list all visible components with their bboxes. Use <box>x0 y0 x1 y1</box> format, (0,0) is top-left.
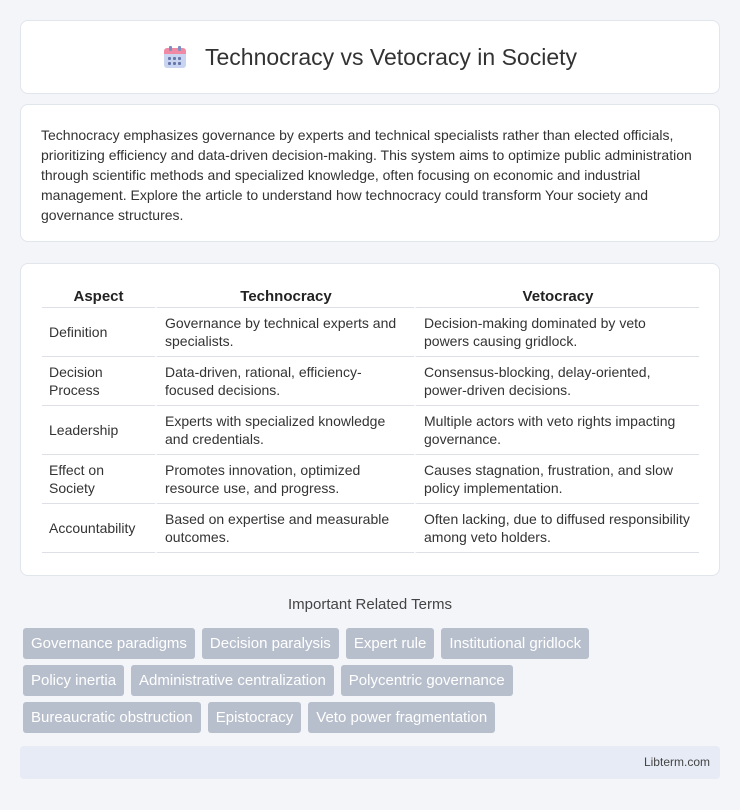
row-aspect: Effect on Society <box>42 455 155 504</box>
related-terms-title: Important Related Terms <box>288 596 452 613</box>
column-header-vetocracy: Vetocracy <box>414 284 699 308</box>
row-vetocracy: Multiple actors with veto rights impacting governance. <box>414 406 699 455</box>
header-card <box>20 20 720 94</box>
related-terms-row <box>23 702 723 733</box>
row-vetocracy: Consensus-blocking, delay-oriented, power-driven decisions. <box>414 357 699 406</box>
term-tag[interactable]: Decision paralysis <box>202 628 339 659</box>
term-tag[interactable]: Expert rule <box>346 628 435 659</box>
intro-card <box>20 104 720 242</box>
term-tag[interactable]: Administrative centralization <box>131 665 334 696</box>
table-header-row <box>42 284 699 308</box>
column-header-aspect: Aspect <box>42 284 155 308</box>
comparison-table <box>42 284 699 553</box>
row-aspect: Accountability <box>42 504 155 553</box>
row-technocracy: Promotes innovation, optimized resource use, and progress. <box>155 455 414 504</box>
row-vetocracy: Decision-making dominated by veto powers causing gridlock. <box>414 308 699 357</box>
term-tag[interactable]: Epistocracy <box>208 702 302 733</box>
term-tag[interactable]: Policy inertia <box>23 665 124 696</box>
row-technocracy: Data-driven, rational, efficiency-focused decisions. <box>155 357 414 406</box>
table-row <box>42 504 699 553</box>
row-technocracy: Based on expertise and measurable outcomes. <box>155 504 414 553</box>
column-header-technocracy: Technocracy <box>155 284 414 308</box>
row-vetocracy: Causes stagnation, frustration, and slow policy implementation. <box>414 455 699 504</box>
related-terms-row <box>23 628 723 659</box>
intro-text: Technocracy emphasizes governance by experts and technical specialists rather than elected officials, prioritizing efficiency and data-driven decision-making. This system aims to optimize public administration through scientific methods and specialized knowledge, often focusing on economic and industrial management. Explore the article to understand how technocracy could transform Your society and governance structures. <box>41 127 692 223</box>
related-terms-row <box>23 665 723 696</box>
calendar-icon <box>163 45 187 69</box>
term-tag[interactable]: Governance paradigms <box>23 628 195 659</box>
page-title: Technocracy vs Vetocracy in Society <box>205 43 577 70</box>
row-technocracy: Experts with specialized knowledge and credentials. <box>155 406 414 455</box>
footer-site-link[interactable]: Libterm.com <box>643 755 710 769</box>
table-row <box>42 455 699 504</box>
row-vetocracy: Often lacking, due to diffused responsibility among veto holders. <box>414 504 699 553</box>
table-row <box>42 308 699 357</box>
table-row <box>42 357 699 406</box>
table-row <box>42 406 699 455</box>
term-tag[interactable]: Veto power fragmentation <box>308 702 495 733</box>
footer <box>20 746 720 779</box>
row-aspect: Leadership <box>42 406 155 455</box>
term-tag[interactable]: Institutional gridlock <box>441 628 589 659</box>
term-tag[interactable]: Bureaucratic obstruction <box>23 702 201 733</box>
row-aspect: Decision Process <box>42 357 155 406</box>
comparison-table-card <box>20 263 720 576</box>
term-tag[interactable]: Polycentric governance <box>341 665 513 696</box>
row-aspect: Definition <box>42 308 155 357</box>
row-technocracy: Governance by technical experts and specialists. <box>155 308 414 357</box>
